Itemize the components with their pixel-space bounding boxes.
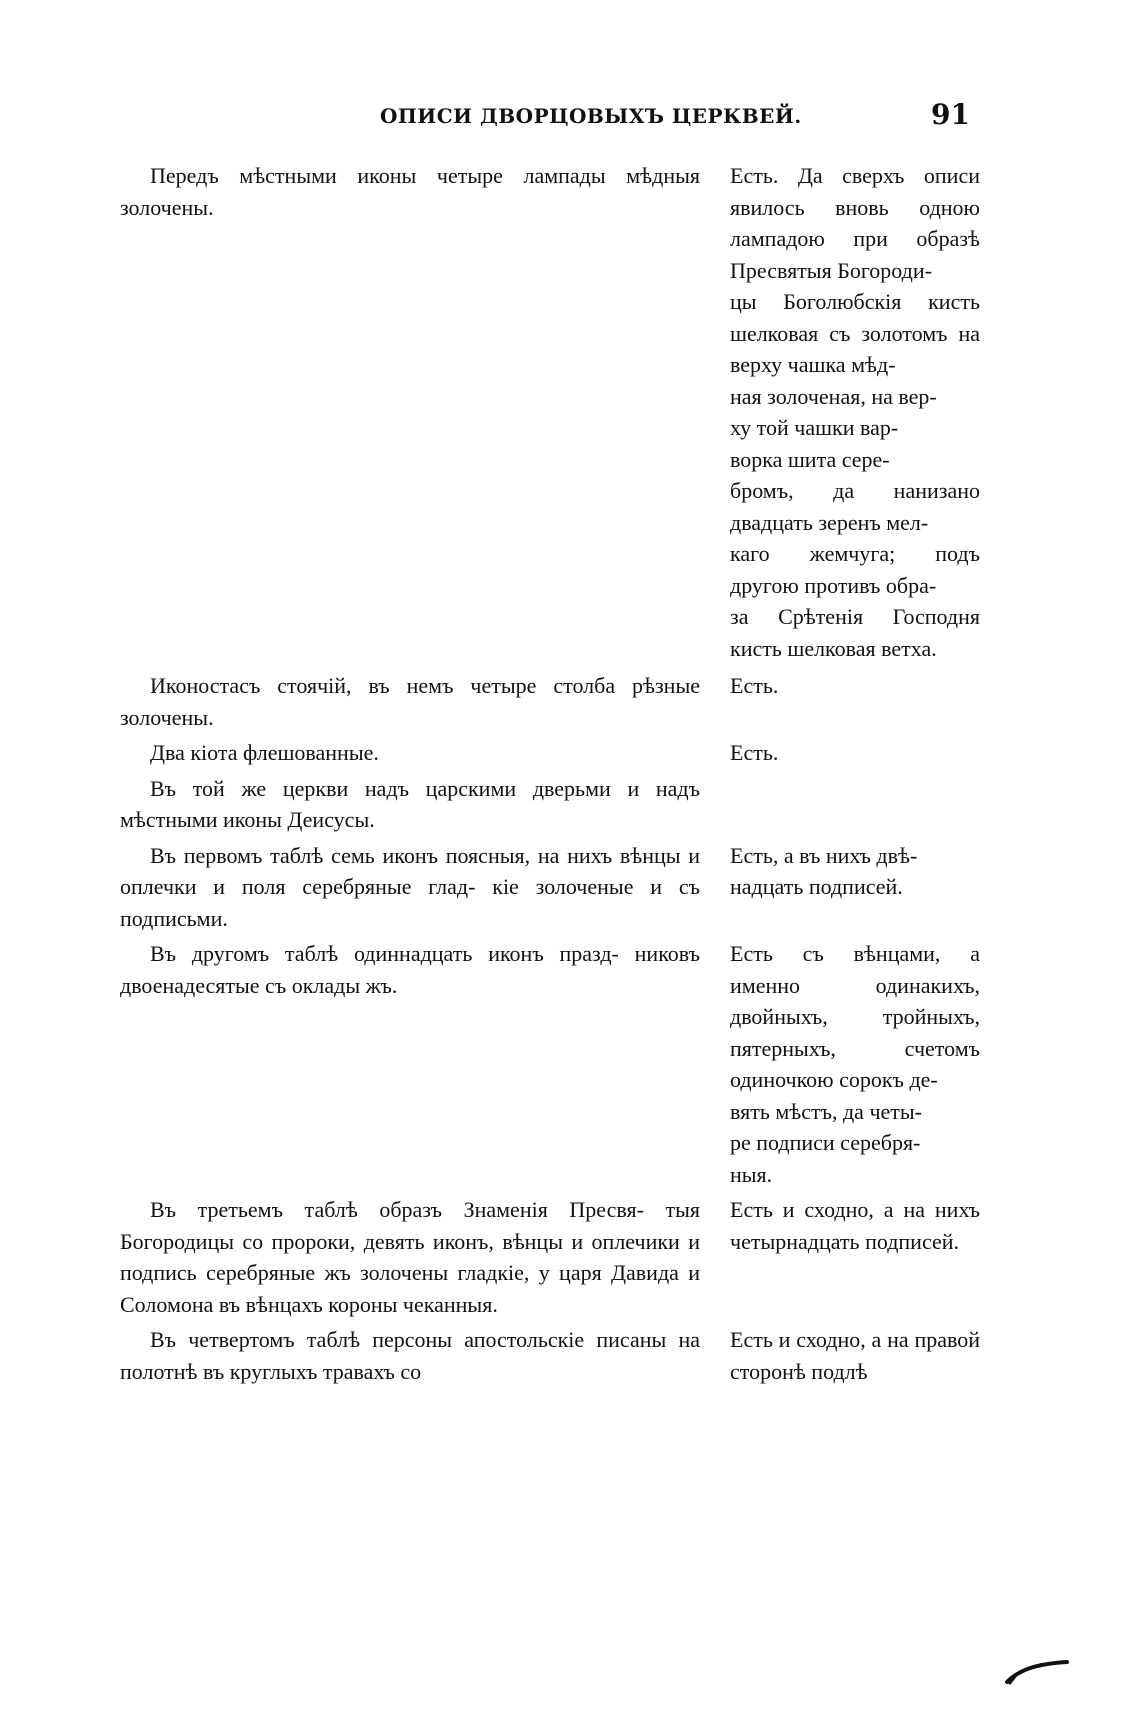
entry-note: Есть. <box>730 673 779 698</box>
running-title: ОПИСИ ДВОРЦОВЫХЪ ЦЕРКВЕЙ. <box>380 104 802 128</box>
page-number: 91 <box>931 98 970 131</box>
entry-text: Въ четвертомъ таблѣ персоны апостольскіе писаны на полотнѣ въ круглыхъ травахъ со <box>120 1327 700 1384</box>
entry-note: Есть, а въ нихъ двѣ- надцать подписей. <box>730 842 918 899</box>
entry-note: Есть. Да сверхъ описи явилось вновь одною лампадою при образѣ Пресвятыя Богороди- цы Боголюбскія кисть шелковая съ золотомъ на верху чашка мѣд- ная золоченая, на вер- ху той чашки вар- ворка шита сере- бромъ, да нанизано двадцать зеренъ мел- каго жемчуга; подъ другою противъ обра- за Срѣтенія Господня кисть шелковая ветха. <box>730 163 980 661</box>
ink-mark-icon <box>1005 1650 1075 1690</box>
entry-note <box>730 773 980 836</box>
entry-text: Два кіота флешованные. <box>150 740 379 765</box>
entry-note: Есть. <box>730 740 779 765</box>
inventory-entries <box>120 160 980 1391</box>
entry <box>120 670 980 733</box>
entry-text: Въ той же церкви надъ царскими дверьми и надъ мѣстными иконы Деисусы. <box>120 775 700 832</box>
entry-note: Есть и сходно, а на нихъ четырнадцать подписей. <box>730 1197 980 1254</box>
entry-text: Иконостасъ стоячій, въ немъ четыре столба рѣзные золочены. <box>120 673 700 730</box>
entry <box>120 773 980 836</box>
entry <box>120 938 980 1190</box>
entry <box>120 840 980 935</box>
entry <box>120 160 980 664</box>
entry <box>120 1194 980 1320</box>
entry-text: Въ третьемъ таблѣ образъ Знаменія Пресвя- тыя Богородицы со пророки, девять иконъ, вѣнцы и оплечики и подпись серебряные жъ золочены гладкіе, у царя Давида и Соломона въ вѣнцахъ короны чеканныя. <box>120 1197 700 1317</box>
entry-text: Передъ мѣстными иконы четыре лампады мѣдныя золочены. <box>120 163 700 220</box>
entry-text: Въ первомъ таблѣ семь иконъ поясныя, на нихъ вѣнцы и оплечки и поля серебряные глад- кіе золоченые и съ подписьми. <box>120 842 700 931</box>
entry-note: Есть и сходно, а на правой сторонѣ подлѣ <box>730 1327 980 1384</box>
page-header <box>120 98 980 138</box>
entry <box>120 737 980 769</box>
entry-note: Есть съ вѣнцами, а именно одинакихъ, двойныхъ, тройныхъ, пятерныхъ, счетомъ одиночкою сорокъ де- вять мѣстъ, да четы- ре подписи серебря- ныя. <box>730 941 980 1187</box>
entry <box>120 1324 980 1387</box>
entry-text: Въ другомъ таблѣ одиннадцать иконъ празд- никовъ двоенадесятые съ оклады жъ. <box>120 941 700 998</box>
